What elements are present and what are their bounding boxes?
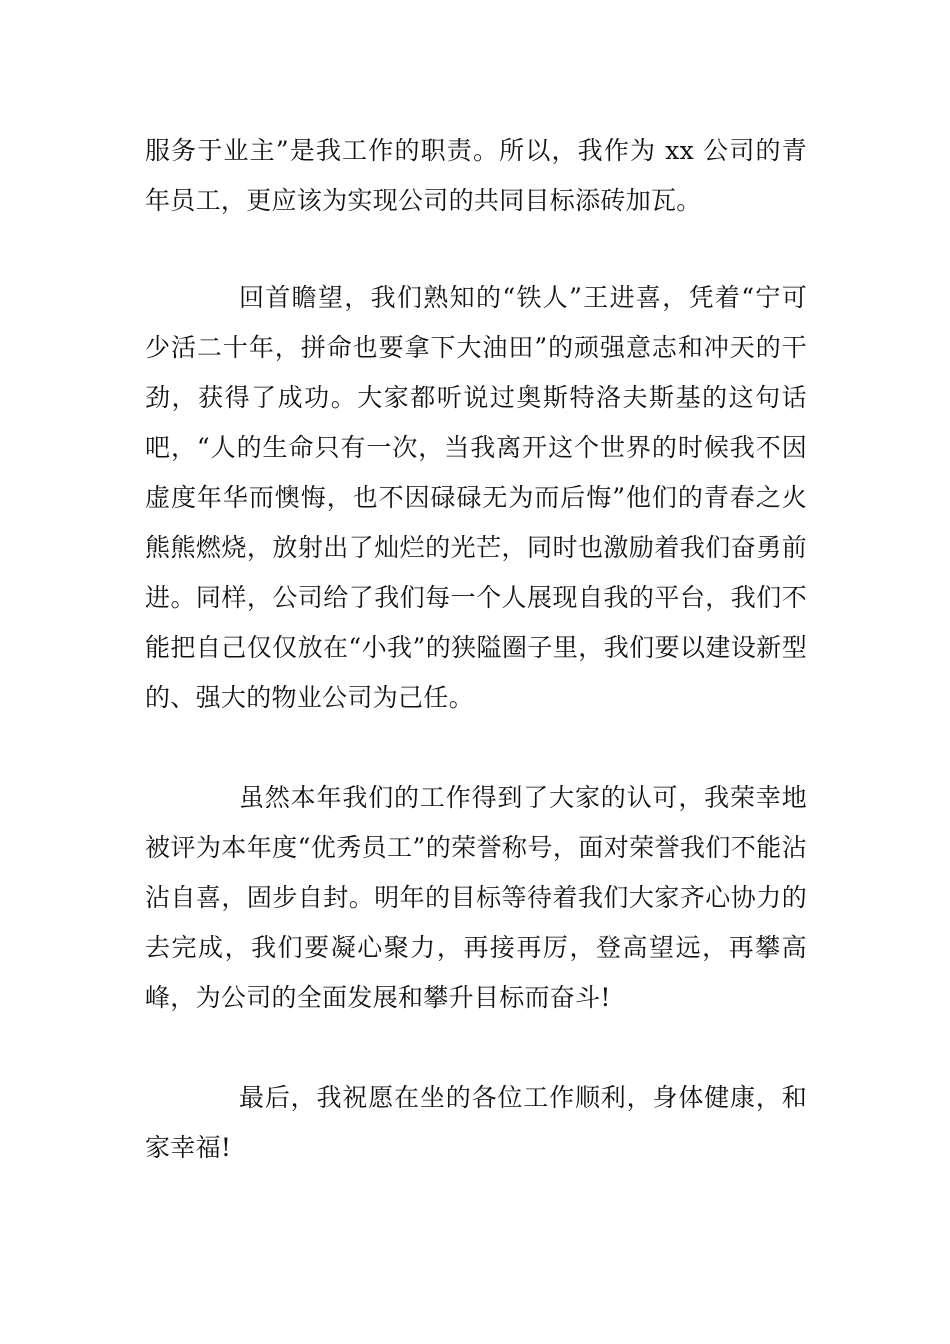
- paragraph-iron-man: 回首瞻望，我们熟知的“铁人”王进喜，凭着“宁可少活二十年，拼命也要拿下大油田”的顽强意志和冲天的干劲，获得了成功。大家都听说过奥斯特洛夫斯基的这句话吧，“人的生命只有一次，当我离开这个世界的时候我不因虚度年华而懊悔，也不因碌碌无为而后悔”他们的青春之火熊熊燃烧，放射出了灿烂的光芒，同时也激励着我们奋勇前进。同样，公司给了我们每一个人展现自我的平台，我们不能把自己仅仅放在“小我”的狭隘圈子里，我们要以建设新型的、强大的物业公司为己任。: [145, 283, 807, 712]
- paragraph-honor: 虽然本年我们的工作得到了大家的认可，我荣幸地被评为本年度“优秀员工”的荣誉称号，面对荣誉我们不能沾沾自喜，固步自封。明年的目标等待着我们大家齐心协力的去完成，我们要凝心聚力，再接再厉，登高望远，再攀高峰，为公司的全面发展和攀升目标而奋斗!: [145, 783, 807, 1012]
- paragraph-closing-wishes: 最后，我祝愿在坐的各位工作顺利，身体健康，和家幸福!: [145, 1083, 807, 1162]
- paragraph-continued: 服务于业主”是我工作的职责。所以，我作为 xx 公司的青年员工，更应该为实现公司的共同目标添砖加瓦。: [145, 136, 807, 215]
